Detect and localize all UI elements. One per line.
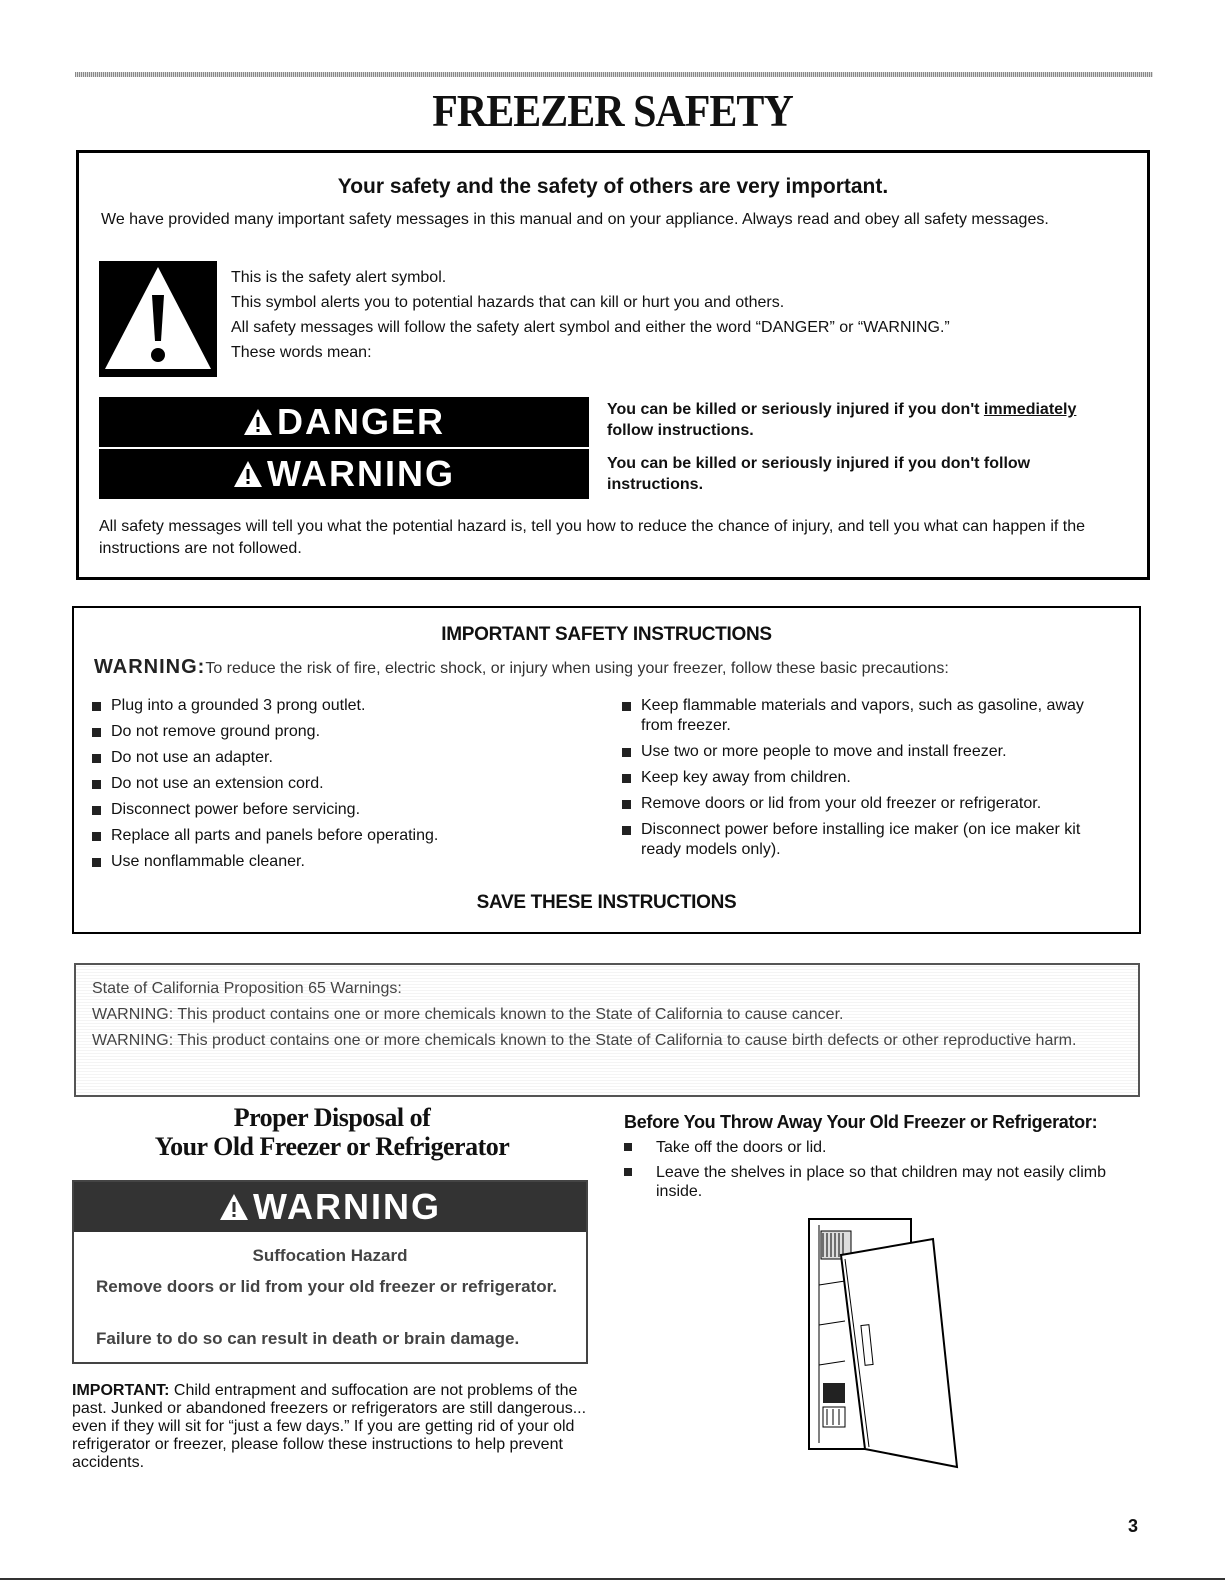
danger-banner: [99, 397, 589, 447]
prop65-box: [74, 963, 1140, 1097]
important-label: IMPORTANT:: [72, 1382, 170, 1399]
instructions-left-list: [92, 696, 592, 878]
danger-desc-text: You can be killed or seriously injured if you don't: [607, 401, 984, 418]
warning-banner: [74, 1182, 586, 1232]
safety-box: [76, 150, 1150, 580]
danger-description: [607, 399, 1137, 441]
warning-description: You can be killed or seriously injured if you don't follow instructions.: [607, 455, 1031, 493]
alert-triangle-icon: [243, 399, 273, 449]
suffocation-warning-box: [72, 1180, 588, 1364]
disposal-title-line: Proper Disposal of: [233, 1103, 431, 1132]
freezer-illustration: [805, 1215, 965, 1475]
list-item: Keep key away from children.: [622, 768, 1102, 788]
symbol-description: [231, 265, 950, 365]
important-text: Child entrapment and suffocation are not problems of the past. Junked or abandoned freezers or refrigerators are still dangerous... even if they will sit for “just a few days.” If you are getting rid of your old refrigerator or freezer, please follow these instructions to help prevent accidents.: [72, 1382, 587, 1471]
list-item: Use nonflammable cleaner.: [92, 852, 592, 872]
list-item: Do not remove ground prong.: [92, 722, 592, 742]
list-item: Disconnect power before servicing.: [92, 800, 592, 820]
safety-heading: Your safety and the safety of others are very important.: [337, 175, 889, 198]
prop65-line: WARNING: This product contains one or more chemicals known to the State of California to cause cancer.: [92, 1006, 844, 1023]
safety-alert-icon: [99, 261, 217, 377]
instructions-right-list: [622, 696, 1102, 866]
disposal-title-line: Your Old Freezer or Refrigerator: [154, 1132, 510, 1161]
list-item: Do not use an extension cord.: [92, 774, 592, 794]
page-number: 3: [1128, 1516, 1139, 1536]
list-item: Use two or more people to move and install freezer.: [622, 742, 1102, 762]
instructions-warning: [94, 656, 949, 679]
danger-label: DANGER: [276, 401, 445, 442]
hazard-title: Suffocation Hazard: [252, 1246, 408, 1265]
list-item: Replace all parts and panels before operating.: [92, 826, 592, 846]
list-item: Take off the doors or lid.: [624, 1138, 1124, 1157]
warning-word: WARNING:: [94, 656, 206, 678]
alert-triangle-icon: [219, 1184, 249, 1234]
page-title: FREEZER SAFETY: [432, 87, 793, 137]
list-item: Do not use an adapter.: [92, 748, 592, 768]
before-list: [624, 1138, 1124, 1207]
symbol-line: These words mean:: [231, 344, 372, 361]
list-item: Leave the shelves in place so that children may not easily climb inside.: [624, 1163, 1124, 1201]
list-item: Remove doors or lid from your old freezer or refrigerator.: [622, 794, 1102, 814]
hazard-consequence: Failure to do so can result in death or brain damage.: [96, 1329, 520, 1348]
prop65-line: WARNING: This product contains one or more chemicals known to the State of California to cause birth defects or other reproductive harm.: [92, 1032, 1077, 1049]
top-rule: [75, 72, 1153, 77]
warning-text: To reduce the risk of fire, electric shock, or injury when using your freezer, follow these basic precautions:: [205, 660, 949, 677]
bottom-rule: [0, 1578, 1225, 1580]
save-instructions: SAVE THESE INSTRUCTIONS: [476, 892, 737, 913]
instructions-heading: IMPORTANT SAFETY INSTRUCTIONS: [441, 624, 772, 645]
prop65-line: State of California Proposition 65 Warnings:: [92, 980, 402, 997]
instructions-box: [72, 606, 1141, 934]
important-note: [72, 1382, 592, 1472]
prop65-text: [92, 979, 1122, 1057]
danger-desc-text: follow instructions.: [607, 422, 754, 439]
warning-label: WARNING: [267, 453, 455, 494]
symbol-line: All safety messages will follow the safety alert symbol and either the word “DANGER” or “WARNING.”: [231, 319, 950, 336]
before-title: Before You Throw Away Your Old Freezer or Refrigerator:: [624, 1112, 1098, 1132]
safety-footer: All safety messages will tell you what the potential hazard is, tell you how to reduce the chance of injury, and tell you what can happen if the instructions are not followed.: [99, 518, 1086, 557]
symbol-line: This symbol alerts you to potential hazards that can kill or hurt you and others.: [231, 294, 785, 311]
list-item: Keep flammable materials and vapors, such as gasoline, away from freezer.: [622, 696, 1102, 736]
safety-intro: We have provided many important safety messages in this manual and on your appliance. Always read and obey all safety messages.: [101, 211, 1049, 228]
warning-banner: [99, 449, 589, 499]
disposal-title: [72, 1103, 592, 1161]
symbol-line: This is the safety alert symbol.: [231, 269, 447, 286]
danger-desc-emphasis: immediately: [983, 401, 1077, 418]
alert-triangle-icon: [233, 451, 263, 501]
warning-label: WARNING: [253, 1186, 441, 1227]
list-item: Disconnect power before installing ice maker (on ice maker kit ready models only).: [622, 820, 1102, 860]
hazard-instruction: Remove doors or lid from your old freezer or refrigerator.: [96, 1277, 557, 1296]
list-item: Plug into a grounded 3 prong outlet.: [92, 696, 592, 716]
